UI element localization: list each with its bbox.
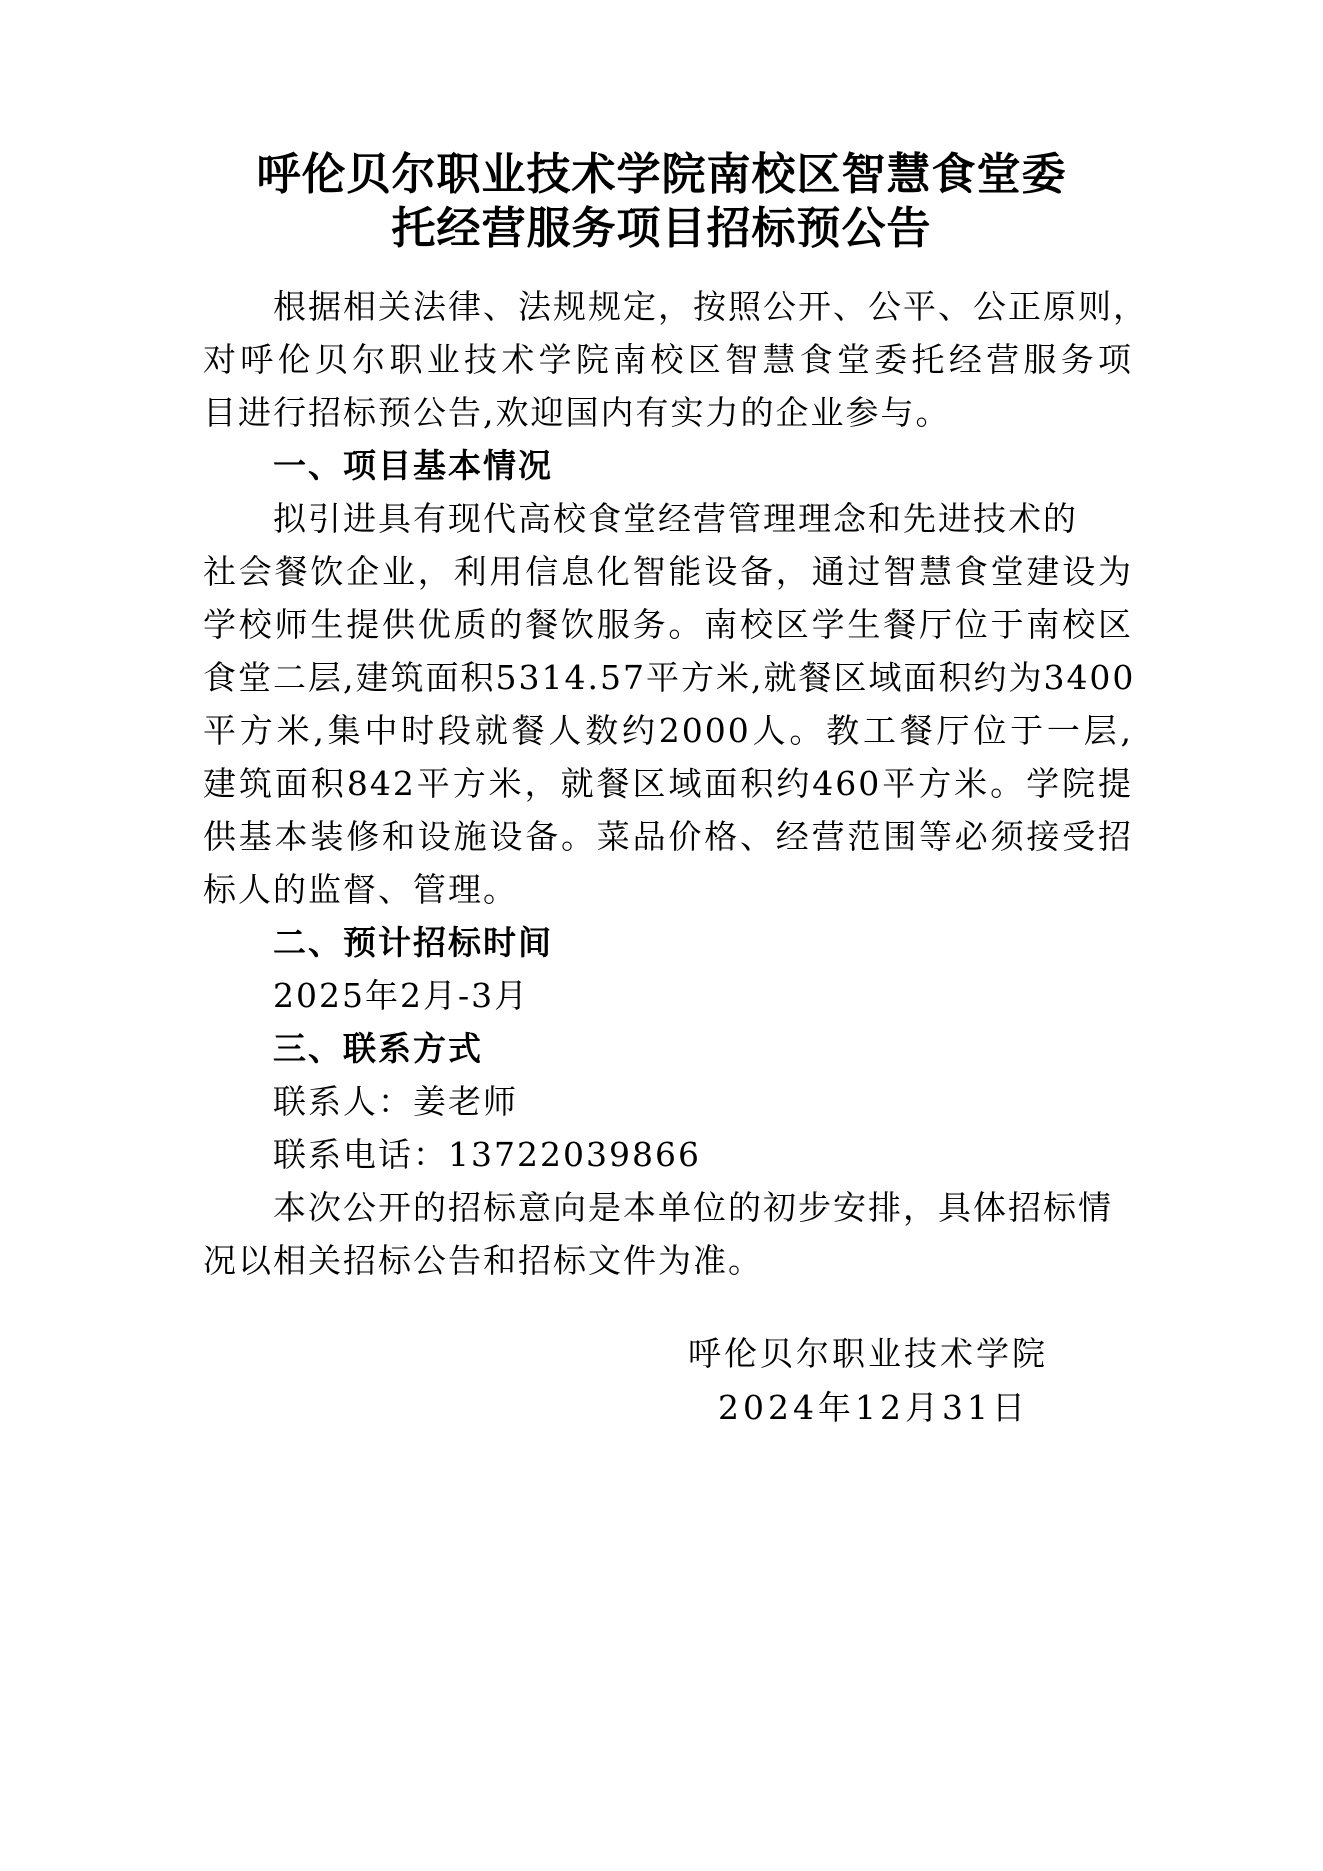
section-1-line-2: 社会餐饮企业，利用信息化智能设备，通过智慧食堂建设为 [203,552,1133,591]
contact-person: 联系人：姜老师 [273,1082,518,1121]
section-1-line-6: 建筑面积842平方米，就餐区域面积约460平方米。学院提 [203,764,1133,803]
section-heading-1: 一、项目基本情况 [273,446,553,485]
intro-line-1: 根据相关法律、法规规定，按照公开、公平、公正原则， [273,287,1148,326]
intro-line-3: 目进行招标预公告,欢迎国内有实力的企业参与。 [203,393,951,432]
signature-date: 2024年12月31日 [718,1388,1029,1427]
section-heading-2: 二、预计招标时间 [273,923,553,962]
bidding-time: 2025年2月-3月 [273,976,530,1015]
section-1-line-7: 供基本装修和设施设备。菜品价格、经营范围等必须接受招 [203,817,1133,856]
document-title-line-1: 呼伦贝尔职业技术学院南校区智慧食堂委 [256,149,1067,200]
contact-phone: 联系电话：13722039866 [273,1135,701,1174]
closing-line-2: 况以相关招标公告和招标文件为准。 [203,1241,763,1280]
section-1-line-3: 学校师生提供优质的餐饮服务。南校区学生餐厅位于南校区 [203,605,1133,644]
document-title-line-2: 托经营服务项目招标预公告 [391,203,932,254]
section-1-line-4: 食堂二层,建筑面积5314.57平方米,就餐区域面积约为3400 [203,658,1136,697]
section-1-line-8: 标人的监督、管理。 [203,870,518,909]
closing-line-1: 本次公开的招标意向是本单位的初步安排，具体招标情 [273,1188,1113,1227]
intro-line-2: 对呼伦贝尔职业技术学院南校区智慧食堂委托经营服务项 [203,340,1133,379]
signature-organization: 呼伦贝尔职业技术学院 [688,1334,1048,1373]
section-1-line-1: 拟引进具有现代高校食堂经营管理理念和先进技术的 [273,499,1078,538]
section-1-line-5: 平方米,集中时段就餐人数约2000人。教工餐厅位于一层, [203,711,1133,750]
section-heading-3: 三、联系方式 [273,1029,483,1068]
